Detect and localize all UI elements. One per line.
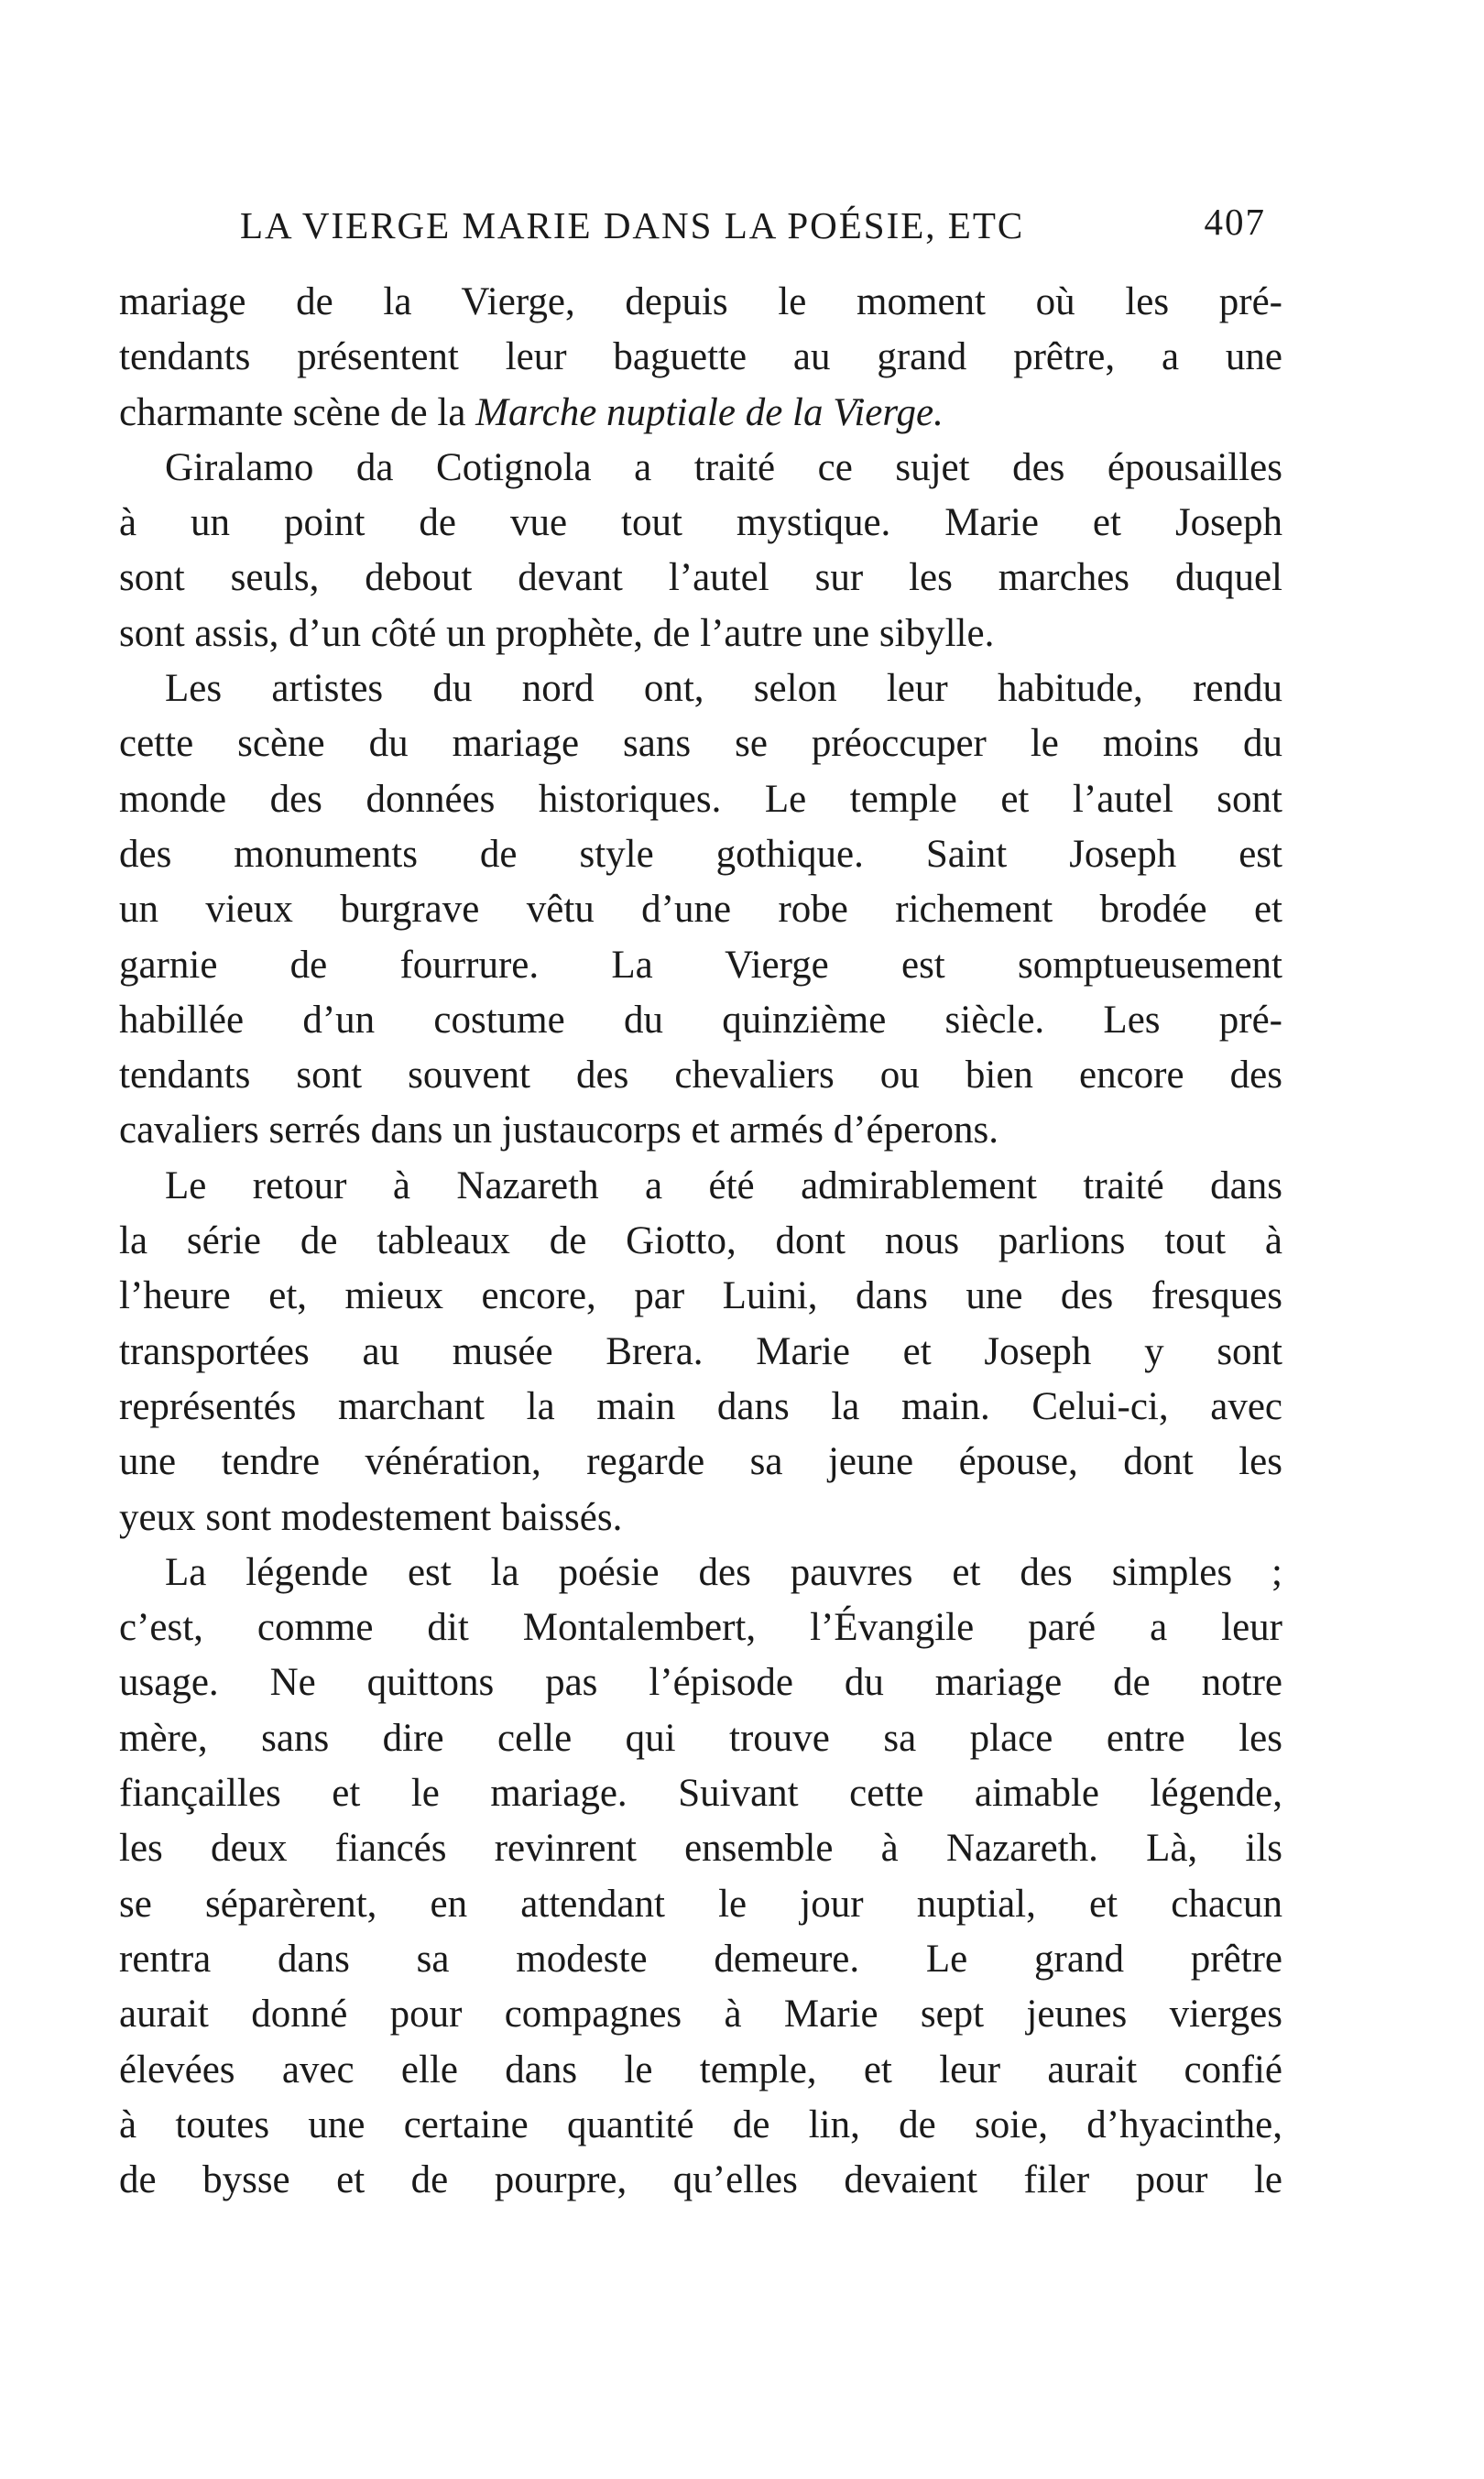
text-line: à toutes une certaine quantité de lin, de soie, d’hyacinthe, xyxy=(119,2102,1282,2146)
running-title: LA VIERGE MARIE DANS LA POÉSIE, ETC xyxy=(240,204,1025,246)
text-line: monde des données historiques. Le temple et l’autel sont xyxy=(119,777,1282,821)
text-line xyxy=(119,386,1282,441)
text-line: tendants sont souvent des chevaliers ou bien encore des xyxy=(119,1054,1282,1098)
text-line: tendants présentent leur baguette au grand prêtre, a une xyxy=(119,335,1282,379)
text-line: Les artistes du nord ont, selon leur habitude, rendu xyxy=(165,667,1282,711)
text-line: élevées avec elle dans le temple, et leur aurait confié xyxy=(119,2048,1282,2091)
page-body xyxy=(119,275,1282,2208)
text-line: La légende est la poésie des pauvres et des simples ; xyxy=(165,1550,1282,1594)
text-line: rentra dans sa modeste demeure. Le grand prêtre xyxy=(119,1937,1282,1981)
page-number: 407 xyxy=(1204,201,1266,243)
text-line: habillée d’un costume du quinzième siècle. Les pré- xyxy=(119,998,1282,1042)
text-line: c’est, comme dit Montalembert, l’Évangile paré a leur xyxy=(119,1606,1282,1650)
text-line: à un point de vue tout mystique. Marie et Joseph xyxy=(119,501,1282,545)
page-header xyxy=(229,194,1266,249)
text-line: représentés marchant la main dans la main. Celui-ci, avec xyxy=(119,1384,1282,1428)
italic-title: Marche nuptiale de la Vierge. xyxy=(475,390,944,434)
text-line: garnie de fourrure. La Vierge est somptueusement xyxy=(119,943,1282,987)
text-line: yeux sont modestement baissés. xyxy=(119,1495,623,1539)
text-line: un vieux burgrave vêtu d’une robe richement brodée et xyxy=(119,888,1282,932)
text-line: mariage de la Vierge, depuis le moment où les pré- xyxy=(119,280,1282,323)
text-line: sont assis, d’un côté un prophète, de l’autre une sibylle. xyxy=(119,611,995,655)
text-line: sont seuls, debout devant l’autel sur les marches duquel xyxy=(119,556,1282,600)
text-fragment: charmante scène de la xyxy=(119,390,476,434)
text-line: cette scène du mariage sans se préoccuper le moins du xyxy=(119,722,1282,766)
text-line: cavaliers serrés dans un justaucorps et armés d’éperons. xyxy=(119,1108,998,1152)
text-line: transportées au musée Brera. Marie et Joseph y sont xyxy=(119,1329,1282,1373)
text-line: les deux fiancés revinrent ensemble à Nazareth. Là, ils xyxy=(119,1827,1282,1871)
text-line: de bysse et de pourpre, qu’elles devaient filer pour le xyxy=(119,2158,1282,2202)
text-line: des monuments de style gothique. Saint Joseph est xyxy=(119,832,1282,876)
text-line: se séparèrent, en attendant le jour nuptial, et chacun xyxy=(119,1882,1282,1926)
text-line: Giralamo da Cotignola a traité ce sujet des épousailles xyxy=(165,445,1282,489)
text-line: l’heure et, mieux encore, par Luini, dans une des fresques xyxy=(119,1274,1282,1318)
text-line: usage. Ne quittons pas l’épisode du mariage de notre xyxy=(119,1661,1282,1705)
text-line: fiançailles et le mariage. Suivant cette aimable légende, xyxy=(119,1772,1282,1816)
text-line: la série de tableaux de Giotto, dont nous parlions tout à xyxy=(119,1219,1282,1263)
text-line: mère, sans dire celle qui trouve sa place entre les xyxy=(119,1716,1282,1760)
text-line: une tendre vénération, regarde sa jeune épouse, dont les xyxy=(119,1440,1282,1484)
text-line: Le retour à Nazareth a été admirablement traité dans xyxy=(165,1163,1282,1207)
text-line: aurait donné pour compagnes à Marie sept jeunes vierges xyxy=(119,1993,1282,2037)
